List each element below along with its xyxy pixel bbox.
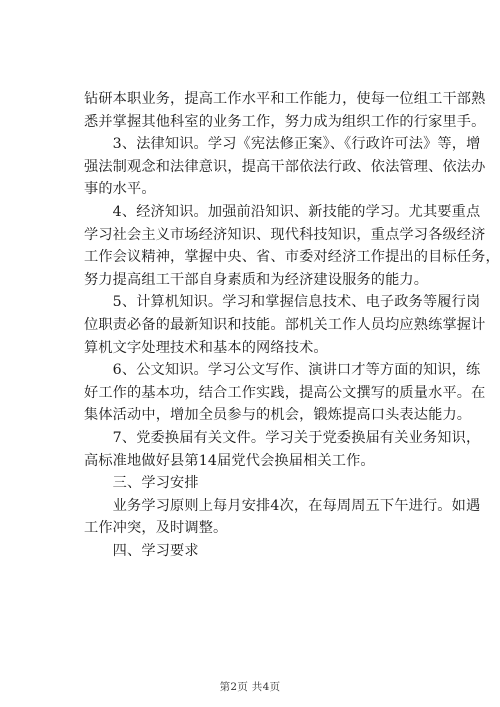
text-line: 6、公文知识。学习公文写作、演讲口才等方面的知识，练 xyxy=(84,362,481,379)
text-line: 位职责必备的最新知识和技能。部机关工作人员均应熟练掌握计 xyxy=(84,316,486,333)
text-line: 7、党委换届有关文件。学习关于党委换届有关业务知识， xyxy=(84,429,481,446)
text-line: 集体活动中，增加全员参与的机会，锻炼提高口头表达能力。 xyxy=(84,407,472,424)
text-line: 工作会议精神，掌握中央、省、市委对经济工作提出的目标任务， xyxy=(84,249,500,266)
text-line: 努力提高组工干部自身素质和为经济建设服务的能力。 xyxy=(84,271,429,288)
text-line: 事的水平。 xyxy=(84,181,156,198)
text-line: 3、法律知识。学习《宪法修正案》、《行政许可法》等，增 xyxy=(84,136,481,153)
text-line: 算机文字处理技术和基本的网络技术。 xyxy=(84,339,328,356)
text-line: 学习社会主义市场经济知识、现代科技知识，重点学习各级经济 xyxy=(84,226,486,243)
section-heading: 四、学习要求 xyxy=(84,542,199,559)
text-line: 4、经济知识。加强前沿知识、新技能的学习。尤其要重点 xyxy=(84,203,481,220)
text-line: 钻研本职业务，提高工作水平和工作能力，使每一位组工干部熟 xyxy=(84,91,486,107)
page-number-footer: 第2页 共4页 xyxy=(219,681,281,693)
text-line: 工作冲突，及时调整。 xyxy=(84,520,228,537)
section-heading: 三、学习安排 xyxy=(84,475,199,492)
text-line: 业务学习原则上每月安排4次，在每周周五下午进行。如遇 xyxy=(84,497,481,514)
text-line: 悉并掌握其他科室的业务工作，努力成为组织工作的行家里手。 xyxy=(84,113,486,130)
text-line: 高标准地做好县第14届党代会换届相关工作。 xyxy=(84,452,375,469)
text-line: 好工作的基本功，结合工作实践，提高公文撰写的质量水平。在 xyxy=(84,384,486,401)
text-line: 强法制观念和法律意识，提高干部依法行政、依法管理、依法办 xyxy=(84,158,486,175)
document-body xyxy=(84,88,500,562)
text-line: 5、计算机知识。学习和掌握信息技术、电子政务等履行岗 xyxy=(84,294,481,311)
